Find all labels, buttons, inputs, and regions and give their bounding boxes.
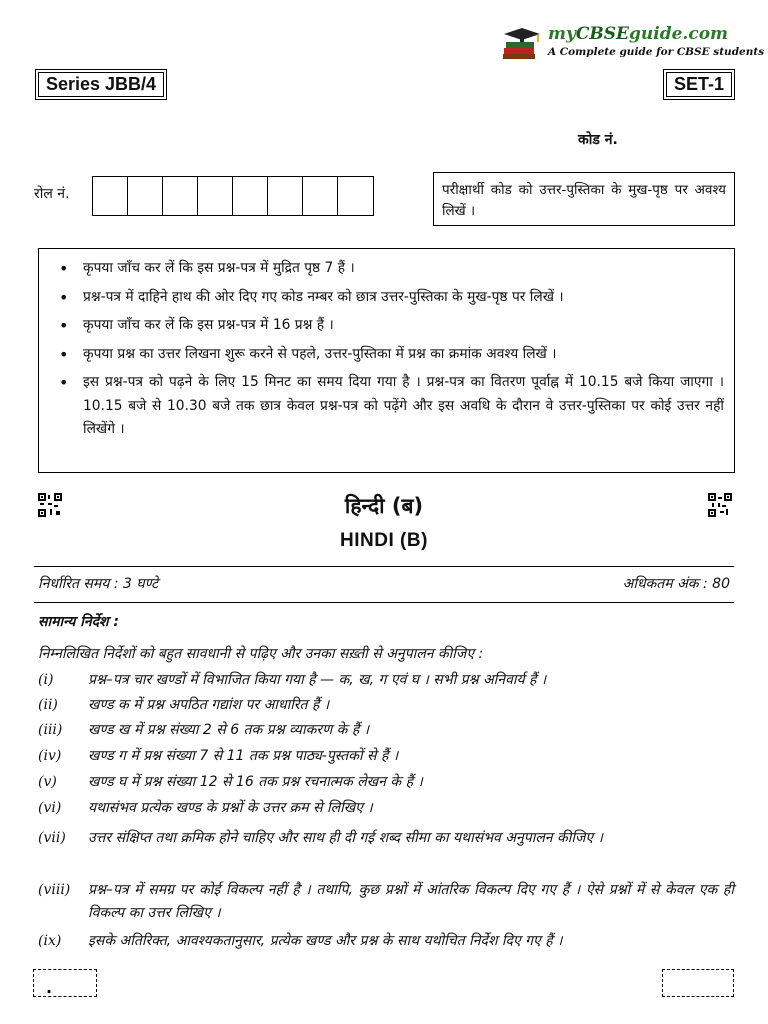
code-number-label: कोड नं.: [578, 132, 618, 148]
general-instruction-item: (vii) उत्तर संक्षिप्त तथा क्रमिक होने चाहिए और साथ ही दी गई शब्द सीमा का यथासंभव अनुपालन कीजिए ।: [38, 830, 603, 846]
instruction-item: • कृपया जाँच कर लें कि इस प्रश्न-पत्र में 16 प्रश्न हैं ।: [53, 314, 724, 338]
subject-title-hindi: हिन्दी (ब): [344, 494, 424, 518]
roll-number-label: रोल नं.: [34, 186, 70, 202]
brand-title: myCBSEguide.com: [548, 24, 729, 44]
set-label: SET-1: [666, 72, 732, 97]
roll-box[interactable]: [93, 177, 128, 215]
time-allowed: निर्धारित समय : 3 घण्टे: [38, 576, 159, 592]
roll-box[interactable]: [338, 177, 373, 215]
footer-code-box-left: [33, 969, 97, 997]
roll-box[interactable]: [233, 177, 268, 215]
general-instruction-item: (ix) इसके अतिरिक्त, आवश्यकतानुसार, प्रत्येक खण्ड और प्रश्न के साथ यथोचित निर्देश दिए गए हैं ।: [38, 933, 563, 949]
instruction-item: • कृपया जाँच कर लें कि इस प्रश्न-पत्र में मुद्रित पृष्ठ 7 हैं ।: [53, 257, 724, 281]
footer-code-box-right: [662, 969, 734, 997]
instruction-item: • इस प्रश्न-पत्र को पढ़ने के लिए 15 मिनट का समय दिया गया है । प्रश्न-पत्र का वितरण पूर्वाह्न में 10.15 बजे किया जाएगा । 10.15 बजे से 10.30 बजे तक छात्र केवल प्रश्न-पत्र को पढ़ेंगे और इस अवधि के दौरान वे उत्तर-पुस्तिका पर कोई उत्तर नहीं लिखेंगे ।: [53, 371, 724, 442]
code-note-box: परीक्षार्थी कोड को उत्तर-पुस्तिका के मुख-पृष्ठ पर अवश्य लिखें ।: [433, 172, 735, 226]
roll-box[interactable]: [198, 177, 233, 215]
general-instruction-item: (ii) खण्ड क में प्रश्न अपठित गद्यांश पर आधारित हैं ।: [38, 697, 330, 713]
subject-title-english: HINDI (B): [340, 530, 428, 551]
general-instructions-intro: निम्नलिखित निर्देशों को बहुत सावधानी से पढ़िए और उनका सख़्ती से अनुपालन कीजिए :: [38, 646, 484, 662]
footer-mark: .: [46, 978, 53, 997]
instruction-item: • प्रश्न-पत्र में दाहिने हाथ की ओर दिए गए कोड नम्बर को छात्र उत्तर-पुस्तिका के मुख-पृष्ठ पर लिखें ।: [53, 286, 724, 310]
instruction-item: • कृपया प्रश्न का उत्तर लिखना शुरू करने से पहले, उत्तर-पुस्तिका में प्रश्न का क्रमांक अवश्य लिखें ।: [53, 343, 724, 367]
instructions-box: [38, 248, 735, 473]
general-instruction-item: (viii) प्रश्न–पत्र में समग्र पर कोई विकल्प नहीं है । तथापि, कुछ प्रश्नों में आंतरिक विकल्प दिए गए हैं । ऐसे प्रश्नों में से केवल एक ही विकल्प का उत्तर लिखिए ।: [38, 882, 734, 921]
brand-logo: [498, 22, 765, 62]
roll-number-boxes[interactable]: [92, 176, 374, 216]
brand-tagline: A Complete guide for CBSE students: [548, 46, 765, 58]
divider: [34, 566, 734, 567]
general-instructions-heading: सामान्य निर्देश :: [38, 614, 120, 630]
general-instruction-item: (iii) खण्ड ख में प्रश्न संख्या 2 से 6 तक प्रश्न व्याकरण के हैं ।: [38, 722, 370, 738]
books-logo-icon: [498, 26, 542, 60]
general-instruction-item: (v) खण्ड घ में प्रश्न संख्या 12 से 16 तक प्रश्न रचनात्मक लेखन के हैं ।: [38, 774, 423, 790]
roll-box[interactable]: [268, 177, 303, 215]
roll-box[interactable]: [303, 177, 338, 215]
general-instruction-item: (iv) खण्ड ग में प्रश्न संख्या 7 से 11 तक प्रश्न पाठ्य-पुस्तकों से हैं ।: [38, 748, 399, 764]
roll-box[interactable]: [128, 177, 163, 215]
series-label: Series JBB/4: [38, 72, 164, 97]
general-instruction-item: (i) प्रश्न–पत्र चार खण्डों में विभाजित किया गया है — क, ख, ग एवं घ । सभी प्रश्न अनिवार्य हैं ।: [38, 672, 547, 688]
roll-box[interactable]: [163, 177, 198, 215]
maximum-marks: अधिकतम अंक : 80: [622, 576, 730, 592]
general-instruction-item: (vi) यथासंभव प्रत्येक खण्ड के प्रश्नों के उत्तर क्रम से लिखिए ।: [38, 800, 373, 816]
divider: [34, 602, 734, 603]
